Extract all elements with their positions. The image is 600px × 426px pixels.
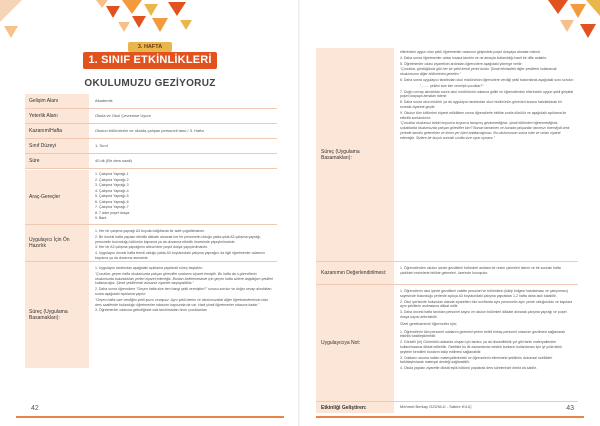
list-item: 3. Odaların okuma notları materyallerindeki ve öğrencilerin ellerindeki şekillerin dokunsal özellikleri farklılaştırılarak materyal desteği sağlanabilir. — [400, 355, 553, 365]
list-item: 9. Okulun tüm bölümleri ziyaret edildikten sonra öğrencilerle birlikte sınıfa dönülür ve aşağıdaki açıklama ile etkinlik sonlandırılır: — [400, 110, 567, 120]
list-item: 9. Bant — [95, 216, 107, 221]
list-item: 3. Öğretmenler odasına gelindiğinde oda tanıtılmadan önce çocuklardan — [95, 308, 207, 313]
right-page — [300, 0, 600, 426]
table-row — [25, 225, 277, 262]
footer-line — [16, 416, 284, 418]
list-item: Özel gereksinimli öğrenciler için; — [400, 320, 458, 326]
tools-list — [95, 172, 273, 222]
row-value: 40 dk (Bir ders saati) — [95, 158, 132, 164]
list-item: 3. Her bir A3 çalışma yaprağının altına birer poşet dosya yapıştırılmalıdır. — [95, 245, 209, 250]
decorative-triangles-icon — [0, 0, 40, 40]
row-value — [396, 262, 578, 284]
list-item: 7. Çalışma Yaprağı-7 — [95, 205, 129, 210]
page-title: OKULUMUZU GEZİYORUZ — [84, 78, 216, 89]
list-item: 7. Doğru cevap alındıktan sonra okul müdürünün odasına gidilir ve öğrencilerden ellerindeki uygun şekli girişteki poşet dosyaya atmaları istenir. — [400, 89, 574, 99]
row-value: Okula ve Okul Çevresine Uyum — [95, 113, 151, 119]
row-value: Akademik — [95, 98, 113, 104]
table-row — [25, 94, 277, 109]
row-label: Gelişim Alanı — [25, 94, 89, 108]
row-value — [91, 170, 277, 224]
decorative-triangles-icon — [96, 0, 206, 44]
row-value — [396, 48, 578, 261]
list-item: 8. 7 adet poşet dosya — [95, 210, 130, 215]
row-value: Mehmet Berkay ÖZÜNLÜ - Sabire KILIÇ — [400, 404, 472, 409]
list-item: 2. Çalışma Yaprağı-2 — [95, 177, 129, 182]
list-item: 1. Çalışma Yaprağı-1 — [95, 172, 129, 177]
row-label: Süreç (Uygulama Basamakları): — [316, 48, 394, 261]
row-label: Uygulayıcı İçin Ön Hazırlık — [25, 225, 89, 261]
list-item: 1. Her bir çalışma yaprağı A3 boyutlu kâğıtlarda bir adet çoğaltılmalıdır. — [95, 229, 205, 233]
page-number: 43 — [566, 405, 574, 412]
list-item: 2. Görselli (ör) Görüntülü odalarda oluşan için tanıtıcı ya da hissedilebilir yol gibi farklı materyallerden kullanılmasına dikkat edilebilir. Özellikle bu ilk zamanlarda meslek bunların kullanılması için iyi yolla farklı şeylerle kendileri bunların takip edilmesi sağlanabilir. — [400, 340, 563, 354]
row-label: Yeterlik Alanı — [25, 109, 89, 123]
decorative-triangles-icon — [540, 0, 600, 50]
table-row — [316, 48, 578, 262]
table-row — [25, 124, 277, 139]
page-number: 42 — [31, 405, 39, 412]
list-item: "Çocuklar, geçen hafta okulumuzda çalışan görevliler sıralarını ziyaret etmiştik. Bu hafta da o görevlilerin okulumuzda bulundukları yerleri ziyaret edeceğiz. Bunları belirlemesinde için geçen hafta sizlere dağıttığım şekilleri kullanacağız. Şimdi şekillerinizi alırsanız ziyarete başlayabiliriz." — [95, 271, 274, 286]
list-item: 6. Daha sonra uygulayıcı tarafından okul müdürünün öğrencilere verdiği şekil bastırılarak aşağıdaki soru sorulur: — [400, 77, 574, 82]
list-item: 3. Çalışma Yaprağı-3 — [95, 183, 129, 188]
table-row — [25, 262, 277, 368]
activity-banner: 1. SINIF ETKİNLİKLERİ — [83, 52, 217, 69]
row-label: Etkinliği Geliştiren: — [316, 402, 394, 413]
table-row — [25, 154, 277, 169]
list-item: ellerindeki uygun olan şekli öğretmenler odasının girişindeki poşet dosyaya atmaları istenir. — [400, 50, 541, 54]
list-item: 2. Bir önceki hafta yapılan etkinlik dikkate alınarak her bir personelin olduğu yakla-şıkla A3 çalışma yaprağı, personelin bulunduğu bölümün kapısına ya da duvarına etkinlik öncesinde yapıştırılmalıdır. — [95, 234, 262, 244]
list-item: "Çocuklar, gördüğünüz gibi her bir şekil kendi yerini buldu. Şimdi elimizdeki diğer şekillerin kullanacak okulumuzun diğer bölümlerini gezelim." — [400, 67, 557, 77]
list-item: 3. Daha önceki hafta tanıtılan personel sayısı ve okulun bölümleri dikkate alınarak çalışma yaprağı ve poşet dosya sayısı arttırılabilir. — [400, 310, 567, 319]
table-row — [316, 285, 578, 402]
row-value — [91, 225, 277, 261]
table-row — [316, 262, 578, 285]
list-item: "Çocuklar okulumuz birbiri boyunca boyunca tanışmış gezinmediğiniz, şimdi bölümleri öğrenmediğiniz, sokaklarda okulumuzda çalışan görevliler kim? Bunun tamamen ve burada çalışanları tanımızı önemliydi artık yerinde tanıdık gelecekler ve kimin yer işleri anlatacağımızı. Bu okulumuzun sonra ister ve onları ziyaret edeceğiz. Sizlere bir buçuk sonraki sınıfta size oyun oynarız." — [400, 121, 570, 140]
row-label: Kazanım/Hafta — [25, 124, 89, 138]
list-item: 1. Uygulayıcı tarafından aşağıdaki açıklama yapılarak süreç başlatılır: — [95, 266, 203, 270]
row-label: Araç-Gereçler — [25, 170, 89, 224]
footer-line — [316, 416, 584, 418]
list-item: 5. Öğretmenler odası ziyaretinin ardından öğrencilere aşağıdaki yönerge verilir: — [400, 61, 523, 66]
list-item: "Geçen hafta size verdiğim şekli ipucu cevapsız. Aynı şekli benim ve okulumuzdaki diğer öğretmenlerimizin olan ders saatleride bulunduğu öğretmenler odasının kapısında da var. Hadi şimdi öğretmenler odasına kadar." — [95, 297, 269, 307]
row-label: Süre — [25, 154, 89, 168]
week-tag: 3. HAFTA — [128, 42, 172, 52]
table-row — [316, 402, 578, 413]
list-item: 2. Daha sonra öğrencilere "Geçen hafta size ben hangi şekli vermiştim?" sorusu sorulur ve doğru cevap alındıktan sonra aşağıdaki açıklama yapılır: — [95, 287, 272, 296]
table-row — [25, 109, 277, 124]
list-item: 6. Çalışma Yaprağı-6 — [95, 199, 129, 204]
row-value — [396, 285, 578, 401]
list-item: 1. Öğrencilerin okul içinde gezdikleri vakitte personel ve bölümlerin (kâtip bölgesi hatırlatması ve çalışırması) sayesinde bulunduğu yerlerde açıkça A3 boyutundaki çalışma yaprakları 1-2 hafta daha asılı kalabilir. — [400, 289, 568, 298]
list-item: 4. Okula yapılan ziyarette dikkat eşlik bölümü yapılarak ders sürelerinde direkt ah-sabilir. — [400, 366, 537, 371]
row-value: Okulun bölümlerini ve okulda çalışan personeli tanır./ 3. Hafta — [95, 128, 204, 134]
list-item: 4. Uygulayıcı önceki hafta teredi olduğu yakla-A3 boyutundaki çalışma yaprağını da ilgili öğretmenler odasının kapısına ya da duvarına asmalıdır. — [95, 251, 266, 260]
row-label: Süreç (Uygulama Basamakları): — [25, 262, 89, 368]
table-row — [25, 139, 277, 154]
row-value: 1. Sınıf — [95, 143, 108, 149]
row-label: Sınıf Düzeyi — [25, 139, 89, 153]
list-item: 1. Öğrencilerden okulun içinde gezdikleri bölümleri anlatan bir resim çizmeleri istenir ve bir sonraki hafta çizdikleri resimlerle birlikte gelmeleri, üzerinde konuşulur. — [400, 266, 561, 275]
row-value — [91, 262, 277, 368]
table-row — [25, 170, 277, 225]
list-item: 2. Okul içerisinde bulunulan alanda ziyaretten tüm sınıflarda aynı personelin aynı yerde olduğundan ve kapılara aynı şekillerin asılmasına dikkat edilir. — [400, 299, 573, 309]
list-item: 4. Daha sonra öğretmenler odası kısaca tanıtılır ve ne amaçla kullanıldığı basit bir dille anlatılır. — [400, 55, 548, 60]
row-label: Uygulayıcıya Not: — [316, 285, 394, 401]
list-item: "........ şeklini size kim vermişti çocuklar?" — [420, 83, 484, 88]
list-item: 4. Çalışma Yaprağı-4 — [95, 188, 129, 193]
list-item: 8. Daha sonra okul müdürü ya da uygulayıcı tarafından okul müdürünün görevleri kısaca hatırlatılarak bir sonraki ziyarete geçilir. — [400, 100, 562, 109]
row-label: Kazanımın Değerlendirilmesi: — [316, 262, 394, 284]
list-item: 1. Öğrencilerin tüm personel odalarını gezmesi yerine belirli birkaç personel odasının gezilmesi sağlanarak etkinlik basitleştirilebilir. — [400, 329, 565, 339]
list-item: 5. Çalışma Yaprağı-5 — [95, 194, 129, 199]
